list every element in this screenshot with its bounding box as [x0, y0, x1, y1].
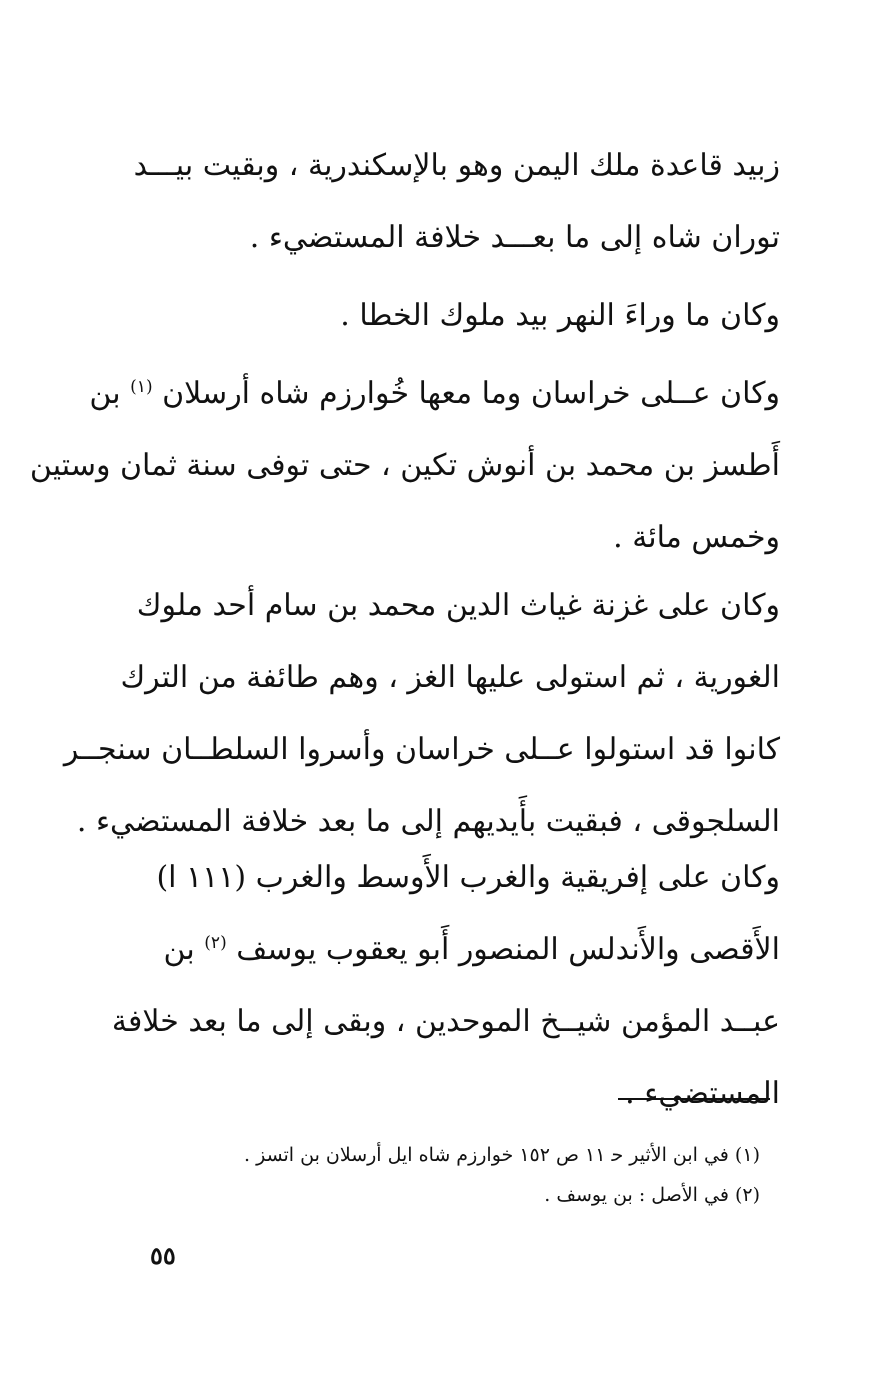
text-line: توران شاه إلى ما بعـــد خلافة المستضيء .	[249, 220, 780, 255]
text-segment: وكان عــلى خراسان وما معها خُوارزم شاه أرسلان	[162, 376, 780, 411]
footnote-marker-2[interactable]: (٢)	[204, 933, 227, 953]
text-segment: بن	[89, 376, 121, 411]
paragraph-khurasan	[29, 358, 780, 574]
text-line: المستضيء .	[625, 1076, 780, 1111]
text-line: وكان على إفريقية والغرب الأَوسط والغرب (١١١ ا)	[156, 860, 780, 895]
text-segment: الأَقصى والأَندلس المنصور أَبو يعقوب يوسف	[236, 932, 780, 967]
paragraph-ghazna	[63, 570, 780, 858]
text-line: أَطسز بن محمد بن أنوش تكين ، حتى توفى سنة ثمان وستين	[29, 448, 780, 483]
footnote-1: (١) في ابن الأثير ﺣ ١١ ص ١٥٢ خوارزم شاه ايل أرسلان بن اتسز .	[244, 1144, 760, 1166]
text-line: زبيد قاعدة ملك اليمن وهو بالإسكندرية ، وبقيت بيـــد	[133, 148, 780, 183]
text-segment: بن	[163, 932, 195, 967]
text-line: عبــد المؤمن شيــخ الموحدين ، وبقى إلى ما بعد خلافة	[111, 1004, 780, 1039]
text-line: كانوا قد استولوا عــلى خراسان وأسروا السلطــان سنجــر	[63, 732, 780, 767]
text-line	[89, 358, 780, 430]
text-line: السلجوقى ، فبقيت بأَيديهم إلى ما بعد خلافة المستضيء .	[76, 804, 780, 839]
footnote-2: (٢) في الأصل : بن يوسف .	[544, 1184, 760, 1206]
text-line	[100, 914, 780, 986]
footnotes	[100, 1135, 760, 1215]
paragraph-zabid	[100, 130, 780, 274]
paragraph-ifriqiya	[100, 842, 780, 1130]
footnote-marker-1[interactable]: (١)	[130, 377, 153, 397]
text-line: وكان ما وراءَ النهر بيد ملوك الخطا .	[340, 298, 780, 333]
text-line: وخمس مائة .	[613, 520, 780, 555]
paragraph-transoxiana	[100, 280, 780, 352]
page-number: ٥٥	[150, 1241, 176, 1270]
text-line: الغورية ، ثم استولى عليها الغز ، وهم طائفة من الترك	[120, 660, 780, 695]
footnote-divider	[618, 1098, 770, 1100]
text-line: وكان على غزنة غياث الدين محمد بن سام أحد ملوك	[136, 588, 780, 623]
